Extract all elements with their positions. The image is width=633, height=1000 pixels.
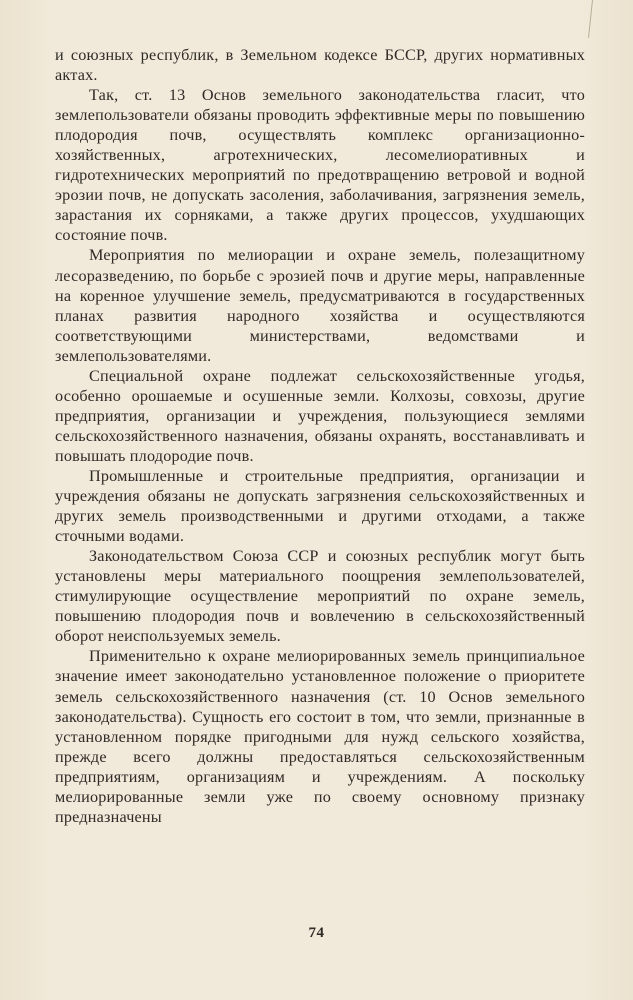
paragraph: Промышленные и строительные предприятия, организации и учреждения обязаны не допускать загрязнения сельскохозяйственных и других земель производственными и другими отходами, а также сточными водами.: [55, 466, 585, 546]
paragraph: Законодательством Союза ССР и союзных республик могут быть установлены меры материального поощрения землепользователей, стимулирующие осуществление мероприятий по охране земель, повышению плодородия почв и вовлечению в сельскохозяйственный оборот неиспользуемых земель.: [55, 547, 585, 646]
paragraph: Так, ст. 13 Основ земельного законодательства гласит, что землепользователи обязаны проводить эффективные меры по повышению плодородия почв, осуществлять комплекс организационно-хозяйственных, агротехнических, лесомелиоративных и гидротехнических мероприятий по предотвращению ветровой и водной эрозии почв, не допускать засоления, заболачивания, загрязнения земель, зарастания их сорняками, а также других процессов, ухудшающих состояние почв.: [55, 86, 585, 245]
paragraph: Специальной охране подлежат сельскохозяйственные угодья, особенно орошаемые и осушенные земли. Колхозы, совхозы, другие предприятия, организации и учреждения, пользующиеся землями сельскохозяйственного назначения, обязаны охранять, восстанавливать и повышать плодородие почв.: [55, 366, 585, 465]
paragraph-continued: и союзных республик, в Земельном кодексе БССР, других нормативных актах.: [55, 46, 585, 85]
page-edge-mark: [588, 0, 593, 38]
paragraph: Применительно к охране мелиорированных земель принципиальное значение имеет законодательно установленное положение о приоритете земель сельскохозяйственного назначения (ст. 10 Основ земельного законодательства). Сущность его состоит в том, что земли, признанные в установленном порядке пригодными для нужд сельского хозяйства, прежде всего должны предоставляться сельскохозяйственным предприятиям, организациям и учреждениям. А поскольку мелиорированные земли уже по своему основному признаку предназначены: [55, 647, 585, 826]
body-text: [55, 45, 585, 827]
page-number: 74: [308, 925, 325, 941]
paragraph: Мероприятия по мелиорации и охране земель, полезащитному лесоразведению, по борьбе с эрозией почв и другие меры, направленные на коренное улучшение земель, предусматриваются в государственных планах развития народного хозяйства и осуществляются соответствующими министерствами, ведомствами и землепользователями.: [55, 246, 585, 365]
